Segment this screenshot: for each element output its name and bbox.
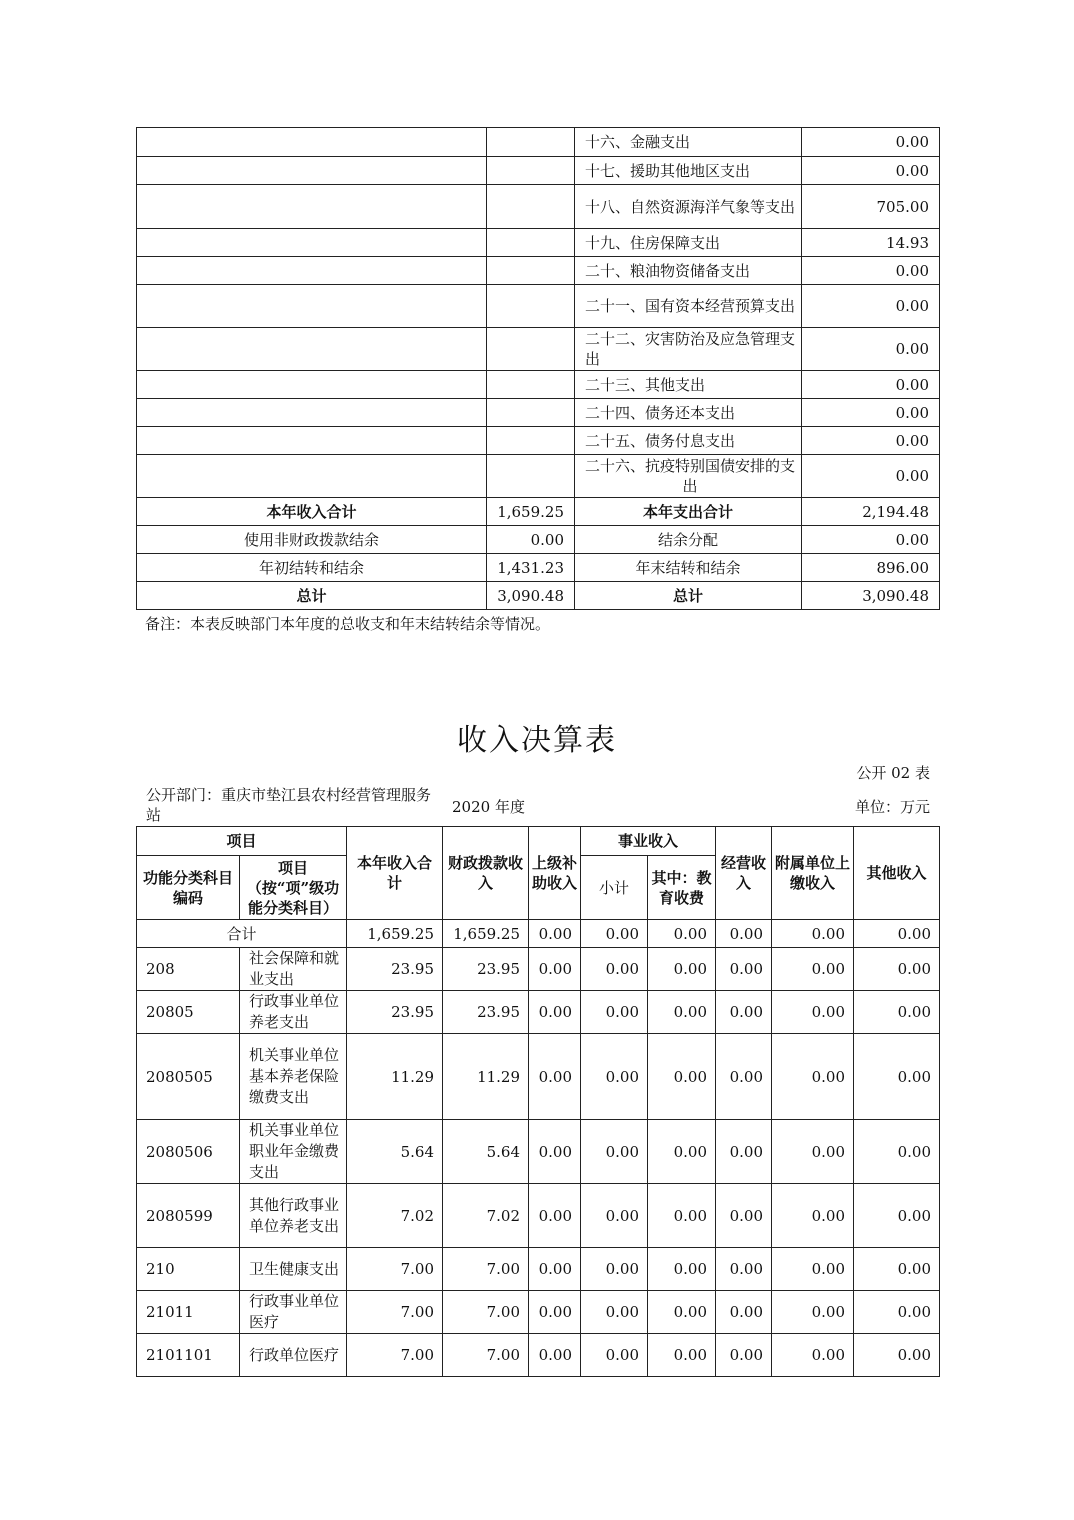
expense-value: 705.00 (802, 185, 940, 229)
expense-total-label: 年末结转和结余 (575, 554, 802, 582)
table-row (137, 1248, 940, 1291)
cell-value: 0.00 (581, 1034, 648, 1120)
cell-value: 7.02 (443, 1184, 529, 1248)
header-other: 其他收入 (854, 827, 940, 920)
table-row (137, 948, 940, 991)
cell-value: 0.00 (772, 1248, 854, 1291)
cell-value: 0.00 (581, 1334, 648, 1377)
fiscal-year: 2020 年度 (452, 798, 525, 816)
cell-value: 0.00 (529, 920, 581, 948)
cell-value: 0.00 (581, 991, 648, 1034)
cell-value: 0.00 (772, 1120, 854, 1184)
income-table (136, 826, 940, 1377)
expense-item: 二十六、抗疫特别国债安排的支出 (575, 455, 802, 498)
cell-value: 5.64 (347, 1120, 443, 1184)
income-total-label: 年初结转和结余 (137, 554, 487, 582)
total-row (137, 582, 940, 610)
cell-value: 0.00 (716, 1248, 772, 1291)
cell-name: 行政事业单位医疗 (240, 1291, 347, 1334)
cell-name: 机关事业单位职业年金缴费支出 (240, 1120, 347, 1184)
cell-code: 2080506 (137, 1120, 240, 1184)
cell-value: 0.00 (772, 948, 854, 991)
cell-value: 11.29 (443, 1034, 529, 1120)
cell-value: 0.00 (716, 991, 772, 1034)
expense-item: 十六、金融支出 (575, 128, 802, 157)
cell-value: 0.00 (854, 948, 940, 991)
expense-item: 十七、援助其他地区支出 (575, 157, 802, 185)
expense-value: 0.00 (802, 399, 940, 427)
expense-total-label: 总计 (575, 582, 802, 610)
header-business: 事业收入 (581, 827, 716, 856)
table-row (137, 427, 940, 455)
table-row (137, 128, 940, 157)
header-operating: 经营收入 (716, 827, 772, 920)
cell-value: 0.00 (854, 1248, 940, 1291)
cell-value: 0.00 (716, 1120, 772, 1184)
expense-item: 二十五、债务付息支出 (575, 427, 802, 455)
expense-item: 十八、自然资源海洋气象等支出 (575, 185, 802, 229)
cell-value: 0.00 (648, 1291, 716, 1334)
header-total: 本年收入合计 (347, 827, 443, 920)
cell-value: 1,659.25 (347, 920, 443, 948)
cell-value: 0.00 (529, 1248, 581, 1291)
table-row (137, 229, 940, 257)
cell-name: 卫生健康支出 (240, 1248, 347, 1291)
cell-value: 23.95 (347, 991, 443, 1034)
header-row (137, 827, 940, 856)
cell-value: 1,659.25 (443, 920, 529, 948)
expense-item: 二十二、灾害防治及应急管理支出 (575, 328, 802, 371)
cell-value: 0.00 (529, 1334, 581, 1377)
cell-name: 行政单位医疗 (240, 1334, 347, 1377)
cell-value: 0.00 (648, 1184, 716, 1248)
form-number: 公开 02 表 (856, 764, 930, 782)
table-row (137, 157, 940, 185)
income-total-value: 3,090.48 (487, 582, 575, 610)
cell-value: 0.00 (648, 1334, 716, 1377)
expense-item: 二十三、其他支出 (575, 371, 802, 399)
income-total-value: 1,431.23 (487, 554, 575, 582)
expense-total-value: 2,194.48 (802, 498, 940, 526)
cell-value: 0.00 (854, 920, 940, 948)
cell-code: 2080599 (137, 1184, 240, 1248)
table-note: 备注：本表反映部门本年度的总收支和年末结转结余等情况。 (145, 615, 551, 633)
cell-value: 0.00 (529, 1120, 581, 1184)
expense-item: 十九、住房保障支出 (575, 229, 802, 257)
cell-code: 21011 (137, 1291, 240, 1334)
table-row (137, 991, 940, 1034)
cell-value: 0.00 (772, 991, 854, 1034)
cell-value: 0.00 (716, 1291, 772, 1334)
total-row (137, 498, 940, 526)
income-total-label: 使用非财政拨款结余 (137, 526, 487, 554)
header-fiscal: 财政拨款收入 (443, 827, 529, 920)
cell-value: 7.02 (347, 1184, 443, 1248)
cell-value: 7.00 (347, 1291, 443, 1334)
header-subtotal: 小计 (581, 856, 648, 920)
expense-value: 0.00 (802, 427, 940, 455)
cell-name: 行政事业单位养老支出 (240, 991, 347, 1034)
expense-value: 0.00 (802, 371, 940, 399)
cell-value: 0.00 (854, 1291, 940, 1334)
cell-value: 0.00 (716, 1184, 772, 1248)
unit-label: 单位：万元 (854, 798, 930, 816)
department-label: 公开部门：重庆市垫江县农村经营管理服务站 (146, 786, 432, 824)
cell-value: 7.00 (443, 1248, 529, 1291)
cell-value: 7.00 (347, 1248, 443, 1291)
cell-value: 5.64 (443, 1120, 529, 1184)
income-total-label: 本年收入合计 (137, 498, 487, 526)
cell-value: 0.00 (648, 920, 716, 948)
cell-value: 0.00 (581, 1291, 648, 1334)
cell-value: 0.00 (772, 1184, 854, 1248)
header-superior: 上级补助收入 (529, 827, 581, 920)
cell-value: 0.00 (648, 948, 716, 991)
cell-value: 0.00 (716, 1334, 772, 1377)
income-total-value: 0.00 (487, 526, 575, 554)
expense-value: 0.00 (802, 328, 940, 371)
expense-value: 0.00 (802, 157, 940, 185)
expense-value: 0.00 (802, 285, 940, 328)
expense-item: 二十四、债务还本支出 (575, 399, 802, 427)
table-row (137, 1291, 940, 1334)
table-row (137, 455, 940, 498)
cell-code: 208 (137, 948, 240, 991)
income-total-label: 总计 (137, 582, 487, 610)
table-row (137, 257, 940, 285)
summary-table (136, 127, 940, 610)
cell-value: 0.00 (854, 1334, 940, 1377)
total-row (137, 920, 940, 948)
expense-total-value: 896.00 (802, 554, 940, 582)
cell-value: 0.00 (854, 1120, 940, 1184)
cell-value: 0.00 (854, 1034, 940, 1120)
cell-code: 2080505 (137, 1034, 240, 1120)
cell-value: 0.00 (716, 948, 772, 991)
cell-value: 0.00 (581, 1120, 648, 1184)
expense-item: 二十、粮油物资储备支出 (575, 257, 802, 285)
header-affiliated: 附属单位上缴收入 (772, 827, 854, 920)
cell-value: 0.00 (529, 1184, 581, 1248)
cell-value: 7.00 (443, 1334, 529, 1377)
expense-value: 0.00 (802, 455, 940, 498)
cell-code: 2101101 (137, 1334, 240, 1377)
cell-value: 0.00 (648, 1248, 716, 1291)
total-row (137, 554, 940, 582)
expense-value: 0.00 (802, 128, 940, 157)
cell-name: 其他行政事业单位养老支出 (240, 1184, 347, 1248)
cell-value: 0.00 (529, 1291, 581, 1334)
cell-value: 0.00 (581, 1248, 648, 1291)
cell-value: 7.00 (443, 1291, 529, 1334)
table-row (137, 285, 940, 328)
table-row (137, 399, 940, 427)
cell-value: 11.29 (347, 1034, 443, 1120)
table-row (137, 371, 940, 399)
cell-value: 0.00 (581, 1184, 648, 1248)
table-row (137, 185, 940, 229)
cell-value: 0.00 (772, 1291, 854, 1334)
cell-value: 0.00 (648, 1120, 716, 1184)
cell-value: 0.00 (648, 1034, 716, 1120)
table-row (137, 1034, 940, 1120)
cell-value: 23.95 (347, 948, 443, 991)
cell-value: 0.00 (529, 948, 581, 991)
page-title: 收入决算表 (457, 723, 617, 758)
expense-total-value: 0.00 (802, 526, 940, 554)
header-name: 项目（按“项”级功能分类科目） (240, 856, 347, 920)
cell-value: 0.00 (529, 1034, 581, 1120)
header-edu: 其中：教育收费 (648, 856, 716, 920)
expense-item: 二十一、国有资本经营预算支出 (575, 285, 802, 328)
table-row (137, 1120, 940, 1184)
cell-value: 0.00 (772, 1334, 854, 1377)
expense-total-label: 结余分配 (575, 526, 802, 554)
cell-value: 0.00 (854, 1184, 940, 1248)
table-row (137, 328, 940, 371)
cell-value: 0.00 (648, 991, 716, 1034)
cell-value: 7.00 (347, 1334, 443, 1377)
total-row (137, 526, 940, 554)
expense-value: 14.93 (802, 229, 940, 257)
expense-value: 0.00 (802, 257, 940, 285)
header-code: 功能分类科目编码 (137, 856, 240, 920)
expense-total-value: 3,090.48 (802, 582, 940, 610)
total-label: 合计 (137, 920, 347, 948)
cell-value: 23.95 (443, 991, 529, 1034)
table-row (137, 1184, 940, 1248)
cell-value: 0.00 (772, 1034, 854, 1120)
cell-code: 20805 (137, 991, 240, 1034)
table-row (137, 1334, 940, 1377)
cell-name: 社会保障和就业支出 (240, 948, 347, 991)
header-item: 项目 (137, 827, 347, 856)
cell-value: 0.00 (581, 948, 648, 991)
cell-value: 0.00 (772, 920, 854, 948)
cell-value: 23.95 (443, 948, 529, 991)
cell-value: 0.00 (854, 991, 940, 1034)
expense-total-label: 本年支出合计 (575, 498, 802, 526)
cell-value: 0.00 (716, 920, 772, 948)
cell-name: 机关事业单位基本养老保险缴费支出 (240, 1034, 347, 1120)
income-total-value: 1,659.25 (487, 498, 575, 526)
cell-value: 0.00 (529, 991, 581, 1034)
cell-value: 0.00 (716, 1034, 772, 1120)
cell-value: 0.00 (581, 920, 648, 948)
cell-code: 210 (137, 1248, 240, 1291)
